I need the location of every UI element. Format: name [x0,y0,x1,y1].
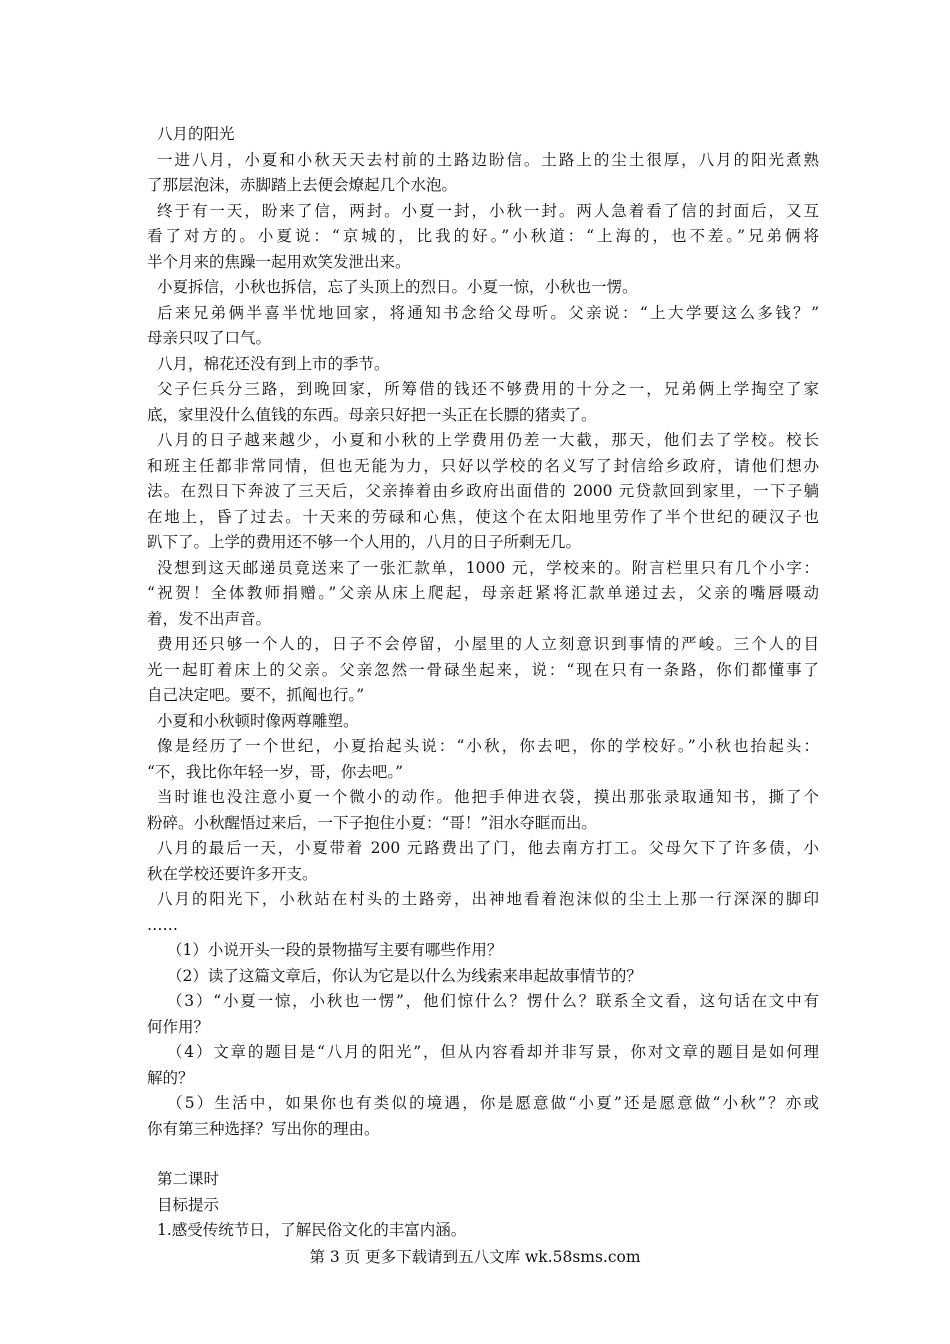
question-line: （3）“小夏一惊，小秋也一愣”，他们惊什么？愣什么？联系全文看，这句话在文中有 [167,992,819,1010]
question-line: （5）生活中，如果你也有类似的境遇，你是愿意做“小夏”还是愿意做“小秋”？亦或 [167,1094,819,1112]
paragraph-line: 底，家里没什么值钱的东西。母亲只好把一头正在长膘的猪卖了。 [147,405,597,424]
paragraph-line: 八月的最后一天，小夏带着 200 元路费出了门，他去南方打工。父母欠下了许多债，小 [157,839,819,857]
paragraph-line: 一进八月，小夏和小秋天天去村前的土路边盼信。土路上的尘土很厚，八月的阳光煮熟 [157,150,819,169]
paragraph-line: 父子仨兵分三路，到晚回家，所筹借的钱还不够费用的十分之一，兄弟俩上学掏空了家 [157,380,819,398]
paragraph-line: “祝贺！全体教师捐赠。”父亲从床上爬起，母亲赶紧将汇款单递过去，父亲的嘴唇嗫动 [147,584,819,602]
lesson-subheading: 目标提示 [157,1195,220,1214]
paragraph-line: 母亲只叹了口气。 [147,329,272,347]
paragraph-line: 当时谁也没注意小夏一个微小的动作。他把手伸进衣袋，摸出那张录取通知书，撕了个 [157,788,819,806]
paragraph-line: 光一起盯着床上的父亲。父亲忽然一骨碌坐起来，说：“现在只有一条路，你们都懂事了 [147,660,819,679]
paragraph-line: 没想到这天邮递员竟送来了一张汇款单，1000 元，学校来的。附言栏里只有几个小字： [157,558,819,577]
paragraph-line: 了那层泡沫，赤脚踏上去便会燎起几个水泡。 [147,176,458,194]
question-line: （1）小说开头一段的景物描写主要有哪些作用？ [167,941,503,959]
question-line: 解的？ [147,1068,194,1087]
paragraph-line: “不，我比你年轻一岁，哥，你去吧。” [147,762,404,781]
question-line: 你有第三种选择？写出你的理由。 [147,1119,380,1138]
paragraph-line: 看了对方的。小夏说：“京城的，比我的好。”小秋道：“上海的，也不差。”兄弟俩将 [147,227,819,245]
paragraph-line: 和班主任都非常同情，但也无能为力，只好以学校的名义写了封信给乡政府，请他们想办 [147,456,819,475]
paragraph-line: 在地上，昏了过去。十天来的劳碌和心焦，使这个在太阳地里劳作了半个世纪的硬汉子也 [147,507,819,526]
paragraph-line: 着，发不出声音。 [147,609,272,628]
paragraph-line: 八月的日子越来越少，小夏和小秋的上学费用仍差一大截，那天，他们去了学校。校长 [157,431,819,449]
lesson-item: 1.感受传统节日，了解民俗文化的丰富内涵。 [157,1221,467,1239]
paragraph-line: 小夏和小秋顿时像两尊雕塑。 [157,711,359,730]
paragraph-line: 像是经历了一个世纪，小夏抬起头说：“小秋，你去吧，你的学校好。”小秋也抬起头： [157,737,819,755]
paragraph-line: 趴下了。上学的费用还不够一个人用的，八月的日子所剩无几。 [147,533,582,551]
paragraph-line: 终于有一天，盼来了信，两封。小夏一封，小秋一封。两人急着看了信的封面后，又互 [157,201,819,220]
paragraph-line: 法。在烈日下奔波了三天后，父亲捧着由乡政府出面借的 2000 元贷款回到家里，一下子躺 [147,482,819,500]
spacer [147,1142,819,1167]
lesson-heading: 第二课时 [157,1170,220,1188]
paragraph-line: 自己决定吧。要不，抓阄也行。” [147,686,365,704]
question-line: 何作用？ [147,1017,210,1036]
paragraph-line: 半个月来的焦躁一起用欢笑发泄出来。 [147,252,411,271]
story-title: 八月的阳光 [157,125,235,143]
paragraph-line: 秋在学校还要许多开支。 [147,864,318,883]
page-footer: 第 3 页 更多下载请到五八文库 wk.58sms.com [309,1248,641,1266]
paragraph-line: 后来兄弟俩半喜半忧地回家，将通知书念给父母听。父亲说：“上大学要这么多钱？” [157,303,819,322]
paragraph-line: 小夏拆信，小秋也拆信，忘了头顶上的烈日。小夏一惊，小秋也一愣。 [157,278,638,296]
question-line: （4）文章的题目是“八月的阳光”，但从内容看却并非写景，你对文章的题目是如何理 [167,1043,819,1061]
document-page [147,122,819,1244]
paragraph-line: 粉碎。小秋醒悟过来后，一下子抱住小夏：“哥！”泪水夺眶而出。 [147,813,597,832]
paragraph-line: 八月的阳光下，小秋站在村头的土路旁，出神地看着泡沫似的尘土上那一行深深的脚印 [157,890,819,908]
paragraph-line: 八月，棉花还没有到上市的季节。 [157,354,390,373]
question-line: （2）读了这篇文章后，你认为它是以什么为线索来串起故事情节的？ [167,966,642,985]
paragraph-line: 费用还只够一个人的，日子不会停留，小屋里的人立刻意识到事情的严峻。三个人的目 [157,635,819,653]
paragraph-line: …… [147,915,178,934]
